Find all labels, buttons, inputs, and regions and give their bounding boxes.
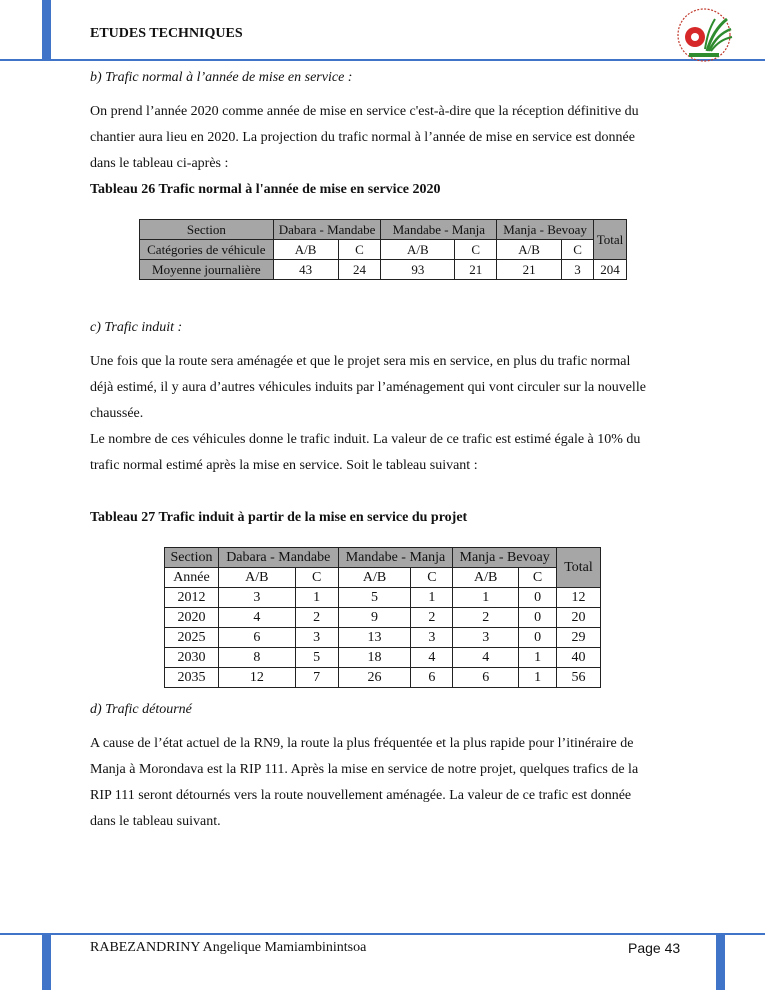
paragraph-c-line1: Une fois que la route sera aménagée et que le projet sera mis en service, en plus du trafic normal <box>90 354 631 369</box>
table-27 <box>164 547 601 688</box>
table27-cell: 6 <box>411 668 453 688</box>
table-row <box>165 648 601 668</box>
table27-cell: 2 <box>295 608 338 628</box>
table27-cell: 1 <box>453 588 519 608</box>
table27-category: A/B <box>218 568 295 588</box>
table27-segment: Mandabe - Manja <box>338 548 453 568</box>
paragraph-b-line1: On prend l’année 2020 comme année de mise en service c'est-à-dire que la réception définitive du <box>90 104 639 119</box>
table27-cell: 29 <box>557 628 601 648</box>
table27-cell: 1 <box>411 588 453 608</box>
table27-cell: 2 <box>411 608 453 628</box>
table27-cell: 9 <box>338 608 411 628</box>
table27-cell: 6 <box>218 628 295 648</box>
table27-category: C <box>519 568 557 588</box>
paragraph-c-line2: déjà estimé, il y aura d’autres véhicules induits par l’aménagement qui vont circuler sur la nouvelle <box>90 380 646 395</box>
table27-total-label: Total <box>557 548 601 588</box>
heading-d: d) Trafic détourné <box>90 702 192 717</box>
table27-cell: 40 <box>557 648 601 668</box>
table27-cell: 1 <box>519 668 557 688</box>
footer-author: RABEZANDRINY Angelique Mamiambinintsoa <box>90 940 367 955</box>
table27-cell: 6 <box>453 668 519 688</box>
footer-accent-bar-left <box>42 933 51 990</box>
table-row <box>165 608 601 628</box>
table26-category: A/B <box>273 240 338 260</box>
page-number: Page 43 <box>628 940 681 956</box>
header-title: ETUDES TECHNIQUES <box>90 26 243 41</box>
table27-cell: 20 <box>557 608 601 628</box>
paragraph-c-line5: trafic normal estimé après la mise en service. Soit le tableau suivant : <box>90 458 478 473</box>
table27-cell: 7 <box>295 668 338 688</box>
paragraph-d-line1: A cause de l’état actuel de la RN9, la route la plus fréquentée et la plus rapide pour l’itinéraire de <box>90 736 634 751</box>
table27-section-label: Section <box>165 548 219 568</box>
paragraph-c-line4: Le nombre de ces véhicules donne le trafic induit. La valeur de ce trafic est estimé égale à 10% du <box>90 432 641 447</box>
table27-cell: 5 <box>295 648 338 668</box>
table27-cell: 2025 <box>165 628 219 648</box>
paragraph-d-line2: Manja à Morondava est la RIP 111. Après la mise en service de notre projet, quelques trafics de la <box>90 762 639 777</box>
table26-section-label: Section <box>140 220 274 240</box>
table26-value: 43 <box>273 260 338 280</box>
footer-accent-bar-right <box>716 933 725 990</box>
table27-year-label: Année <box>165 568 219 588</box>
table27-segment: Dabara - Mandabe <box>218 548 338 568</box>
table27-caption: Tableau 27 Trafic induit à partir de la mise en service du projet <box>90 510 468 525</box>
table26-value: 204 <box>593 260 626 280</box>
table26-value: 21 <box>497 260 562 280</box>
paragraph-d-line4: dans le tableau suivant. <box>90 814 221 829</box>
table27-category: A/B <box>338 568 411 588</box>
table27-cell: 1 <box>295 588 338 608</box>
table27-cell: 8 <box>218 648 295 668</box>
table27-cell: 0 <box>519 588 557 608</box>
table-row <box>165 628 601 648</box>
heading-c: c) Trafic induit : <box>90 320 183 335</box>
table27-segment: Manja - Bevoay <box>453 548 557 568</box>
table26-total-label: Total <box>593 220 626 260</box>
table27-cell: 4 <box>453 648 519 668</box>
table27-cell: 0 <box>519 608 557 628</box>
table27-cell: 2035 <box>165 668 219 688</box>
table27-cell: 3 <box>295 628 338 648</box>
table27-cell: 4 <box>218 608 295 628</box>
table27-category: C <box>411 568 453 588</box>
header-rule <box>0 59 765 61</box>
table27-cell: 56 <box>557 668 601 688</box>
table26-category: A/B <box>497 240 562 260</box>
table27-cell: 0 <box>519 628 557 648</box>
university-logo <box>671 7 737 63</box>
heading-b: b) Trafic normal à l’année de mise en service : <box>90 70 353 85</box>
table27-cell: 5 <box>338 588 411 608</box>
table27-cell: 1 <box>519 648 557 668</box>
table27-cell: 12 <box>218 668 295 688</box>
table26-value: 24 <box>338 260 381 280</box>
table26-value: 3 <box>562 260 594 280</box>
table26-category-label: Catégories de véhicule <box>140 240 274 260</box>
table27-category: C <box>295 568 338 588</box>
table26-caption: Tableau 26 Trafic normal à l'année de mise en service 2020 <box>90 182 441 197</box>
table27-cell: 3 <box>411 628 453 648</box>
paragraph-b-line3: dans le tableau ci-après : <box>90 156 229 171</box>
table27-cell: 2020 <box>165 608 219 628</box>
table26-value: 21 <box>455 260 497 280</box>
paragraph-b-line2: chantier aura lieu en 2020. La projection du trafic normal à l’année de mise en service est donnée <box>90 130 635 145</box>
table27-cell: 2030 <box>165 648 219 668</box>
footer-rule <box>0 933 765 935</box>
table27-cell: 3 <box>218 588 295 608</box>
table27-cell: 3 <box>453 628 519 648</box>
table26-value: 93 <box>381 260 455 280</box>
table26-segment: Manja - Bevoay <box>497 220 594 240</box>
table26-category: C <box>562 240 594 260</box>
table27-cell: 18 <box>338 648 411 668</box>
paragraph-d-line3: RIP 111 seront détournés vers la route nouvellement aménagée. La valeur de ce trafic est donnée <box>90 788 632 803</box>
table-row <box>165 668 601 688</box>
table27-cell: 26 <box>338 668 411 688</box>
header-accent-bar <box>42 0 51 60</box>
paragraph-c-line3: chaussée. <box>90 406 144 421</box>
table26-row-label: Moyenne journalière <box>140 260 274 280</box>
table26-segment: Mandabe - Manja <box>381 220 497 240</box>
table-26 <box>139 219 627 280</box>
table27-cell: 13 <box>338 628 411 648</box>
table27-category: A/B <box>453 568 519 588</box>
table27-cell: 2012 <box>165 588 219 608</box>
table27-cell: 4 <box>411 648 453 668</box>
table-row <box>165 588 601 608</box>
table26-category: A/B <box>381 240 455 260</box>
table26-category: C <box>338 240 381 260</box>
table26-category: C <box>455 240 497 260</box>
table26-segment: Dabara - Mandabe <box>273 220 381 240</box>
table27-cell: 2 <box>453 608 519 628</box>
table27-cell: 12 <box>557 588 601 608</box>
